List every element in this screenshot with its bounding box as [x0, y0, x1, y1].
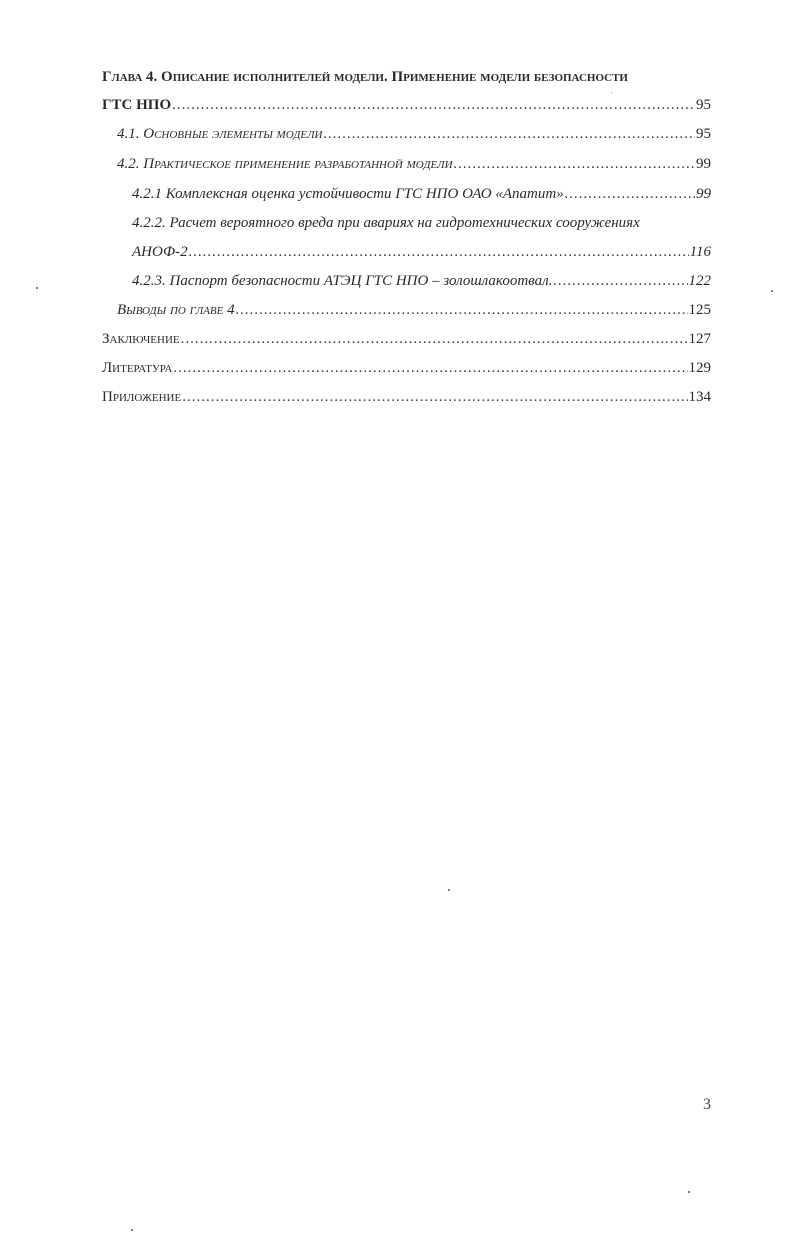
toc-leader-dots — [553, 271, 687, 291]
scan-speck — [688, 1191, 690, 1193]
toc-entry-4-2 — [117, 154, 711, 174]
toc-entry-conclusion — [102, 329, 711, 349]
page-number: 3 — [703, 1096, 711, 1113]
toc-page-number: 95 — [696, 126, 711, 142]
toc-page-number: 122 — [688, 273, 711, 289]
toc-page-number: 129 — [688, 360, 711, 376]
toc-leader-dots — [189, 242, 689, 262]
toc-leader-dots — [182, 387, 687, 407]
toc-entry-label: Приложение — [102, 389, 182, 405]
toc-entry-4-1 — [117, 124, 711, 144]
toc-page-number: 99 — [696, 156, 711, 172]
toc-entry-chapter4 — [102, 95, 711, 115]
toc-entry-label: Заключение — [102, 331, 180, 347]
toc-leader-dots — [565, 184, 695, 204]
toc-leader-dots — [324, 124, 696, 144]
toc-page-number: 116 — [689, 244, 711, 260]
toc-entry-literature — [102, 358, 711, 378]
toc-entry-4-2-2 — [132, 242, 711, 262]
toc-leader-dots — [173, 358, 687, 378]
toc-entry-label: Литература — [102, 360, 173, 376]
scan-speck — [448, 889, 450, 891]
scan-speck — [131, 1229, 133, 1231]
toc-chapter4-title-line1: Глава 4. Описание исполнителей модели. Применение модели безопасности — [102, 69, 628, 85]
toc-entry-chapter4-conclusions — [117, 300, 711, 320]
toc-chapter4-title-line2: ГТС НПО — [102, 97, 172, 113]
scan-speck — [771, 290, 773, 292]
toc-leader-dots — [181, 329, 688, 349]
toc-leader-dots — [172, 95, 695, 115]
toc-entry-4-2-3 — [132, 271, 711, 291]
scan-speck — [36, 287, 38, 289]
toc-entry-label: АНОФ-2 — [132, 244, 188, 260]
toc-entry-label: 4.2.3. Паспорт безопасности АТЭЦ ГТС НПО – золошлакоотвал. — [132, 273, 553, 289]
toc-leader-dots — [454, 154, 695, 174]
toc-page-number: 125 — [688, 302, 711, 318]
toc-entry-label: 4.2.1 Комплексная оценка устойчивости ГТС НПО ОАО «Апатит» — [132, 186, 564, 202]
toc-entry-4-2-2-line1: 4.2.2. Расчет вероятного вреда при авариях на гидротехнических сооружениях — [132, 215, 640, 231]
toc-entry-label: 4.2. Практическое применение разработанной модели — [117, 156, 453, 172]
toc-entry-4-2-1 — [132, 184, 711, 204]
toc-page-number: 99 — [696, 186, 711, 202]
toc-leader-dots — [236, 300, 688, 320]
toc-page-number: 134 — [688, 389, 711, 405]
toc-entry-label: 4.1. Основные элементы модели — [117, 126, 323, 142]
scan-speck — [611, 92, 612, 93]
toc-entry-label: Выводы по главе 4 — [117, 302, 235, 318]
toc-page-number: 127 — [688, 331, 711, 347]
toc-entry-appendix — [102, 387, 711, 407]
toc-page-number: 95 — [696, 97, 711, 113]
